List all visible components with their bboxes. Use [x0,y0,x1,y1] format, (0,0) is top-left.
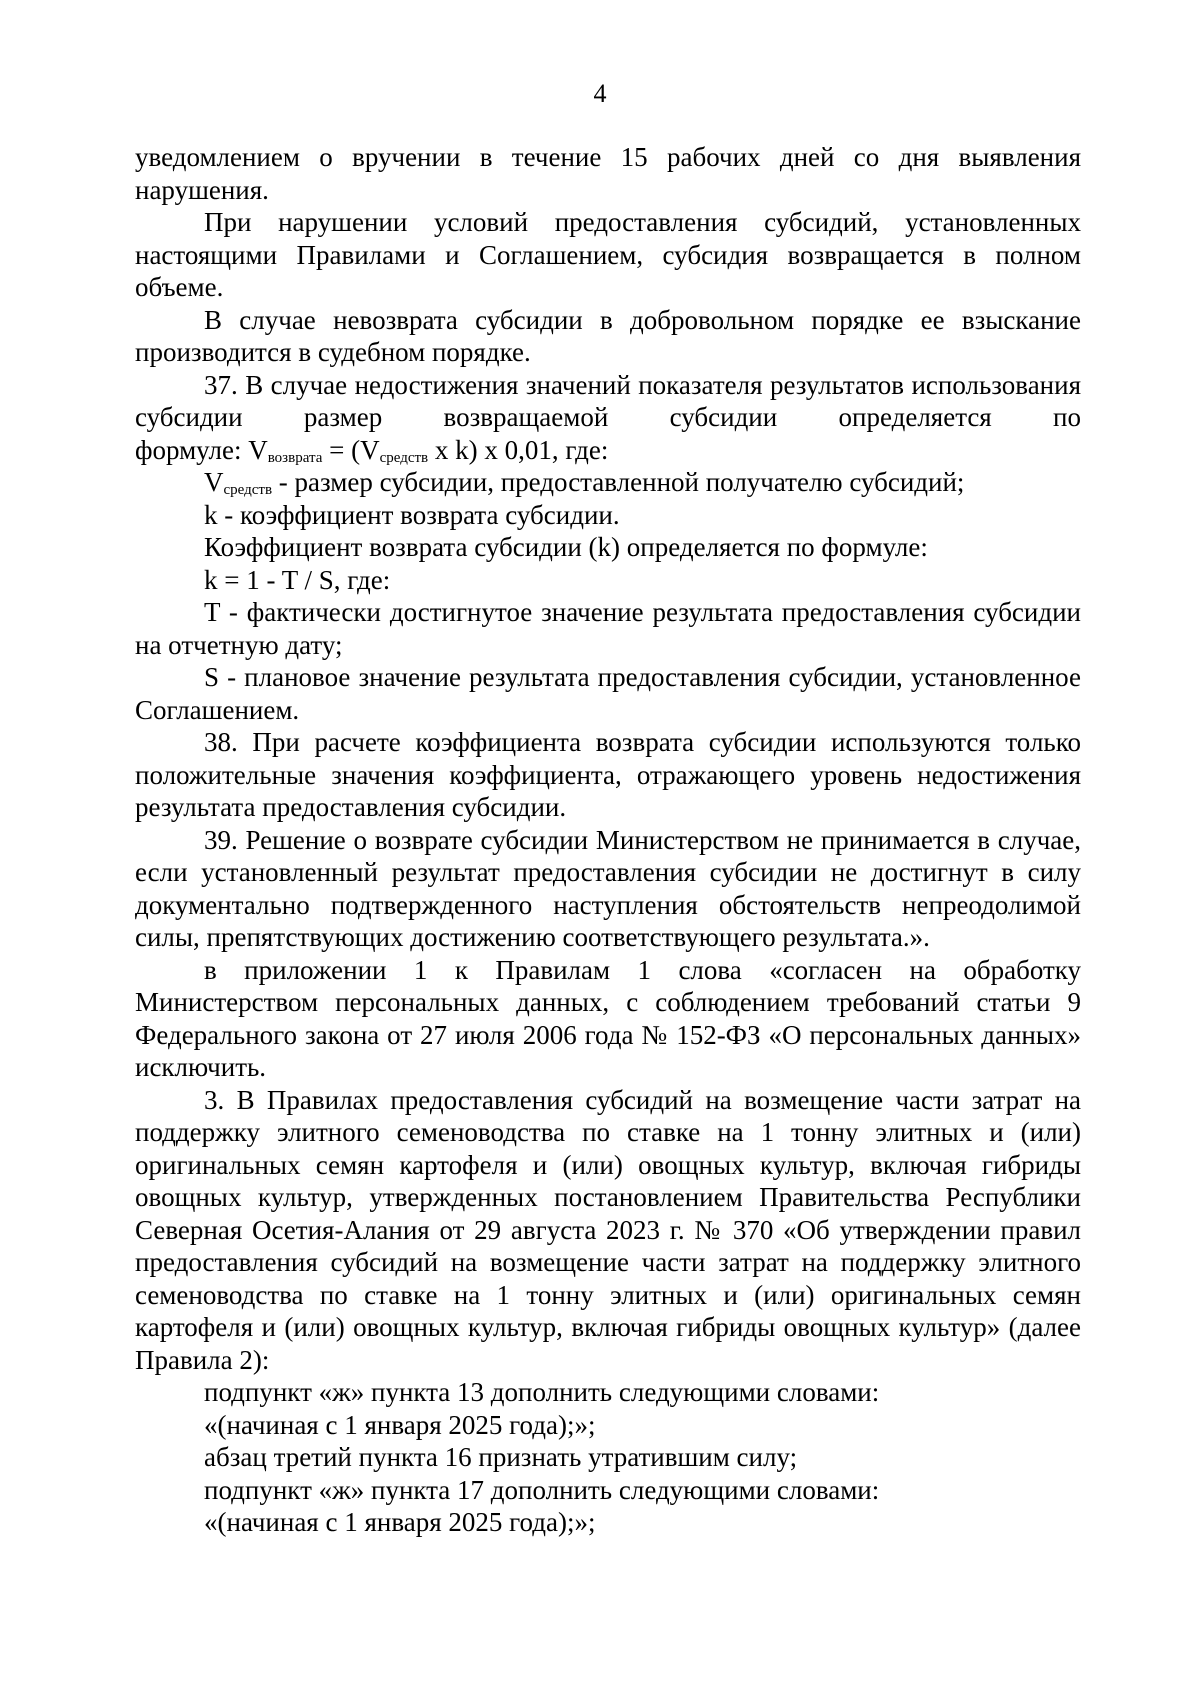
paragraph-item-38: 38. При расчете коэффициента возврата субсидии используются только положительные значения коэффициента, отражающего уровень недостижения результата предоставления субсидии. [135,727,1081,822]
page-number: 4 [593,79,607,108]
amendment-line: подпункт «ж» пункта 17 дополнить следующими словами: [204,1474,880,1505]
paragraph: в приложении 1 к Правилам 1 слова «согласен на обработку Министерством персональных данных, с соблюдением требований статьи 9 Федерального закона от 27 июля 2006 года № 152-ФЗ «О персональных данных» исключить. [135,954,1081,1082]
formula-definition: S - плановое значение результата предоставления субсидии, установленное Соглашением. [135,662,1081,725]
formula-line: формуле: $V_{возврата} = (V_{средств}$ x k) x 0,01, где: [135,434,609,466]
paragraph: Коэффициент возврата субсидии (k) определяется по формуле: [204,532,928,562]
amendment-line: подпункт «ж» пункта 13 дополнить следующими словами: [204,1377,880,1407]
paragraph-item-37: 37. В случае недостижения значений показателя результатов использования субсидии размер возвращаемой субсидии определяется по [135,369,1081,432]
formula-definition: $V_{средств}$ - размер субсидии, предоставленной получателю субсидий; [204,467,965,498]
paragraph: уведомлением о вручении в течение 15 рабочих дней со дня выявления нарушения. [135,142,1081,205]
paragraph: В случае невозврата субсидии в добровольном порядке ее взыскание производится в судебном порядке. [135,304,1081,367]
paragraph-item-39: 39. Решение о возврате субсидии Министерством не принимается в случае, если установленный результат предоставления субсидии не достигнут в силу документально подтвержденного наступления обстоятельств непреодолимой силы, препятствующих достижению соответствующего результата.». [135,824,1081,952]
amendment-line: абзац третий пункта 16 признать утратившим силу; [204,1442,798,1472]
formula-line: k = 1 - T / S, где: [204,564,391,595]
paragraph-item-3: 3. В Правилах предоставления субсидий на возмещение части затрат на поддержку элитного семеноводства по ставке на 1 тонну элитных и (или) оригинальных семян картофеля и (или) овощных культур, включая гибриды овощных культур, утвержденных постановлением Правительства Республики Северная Осетия-Алания от 29 августа 2023 г. № 370 «Об утверждении правил предоставления субсидий на возмещение части затрат на поддержку элитного семеноводства по ставке на 1 тонну элитных и (или) оригинальных семян картофеля и (или) овощных культур, включая гибриды овощных культур» (далее Правила 2): [135,1084,1081,1375]
document-body [135,141,1081,1539]
amendment-line: «(начиная с 1 января 2025 года);»; [204,1409,596,1440]
formula-definition: T - фактически достигнутое значение результата предоставления субсидии на отчетную дату; [135,597,1081,660]
paragraph: При нарушении условий предоставления субсидий, установленных настоящими Правилами и Соглашением, субсидия возвращается в полном объеме. [135,207,1081,302]
formula-definition: k - коэффициент возврата субсидии. [204,499,620,530]
amendment-line: «(начиная с 1 января 2025 года);»; [204,1507,596,1537]
